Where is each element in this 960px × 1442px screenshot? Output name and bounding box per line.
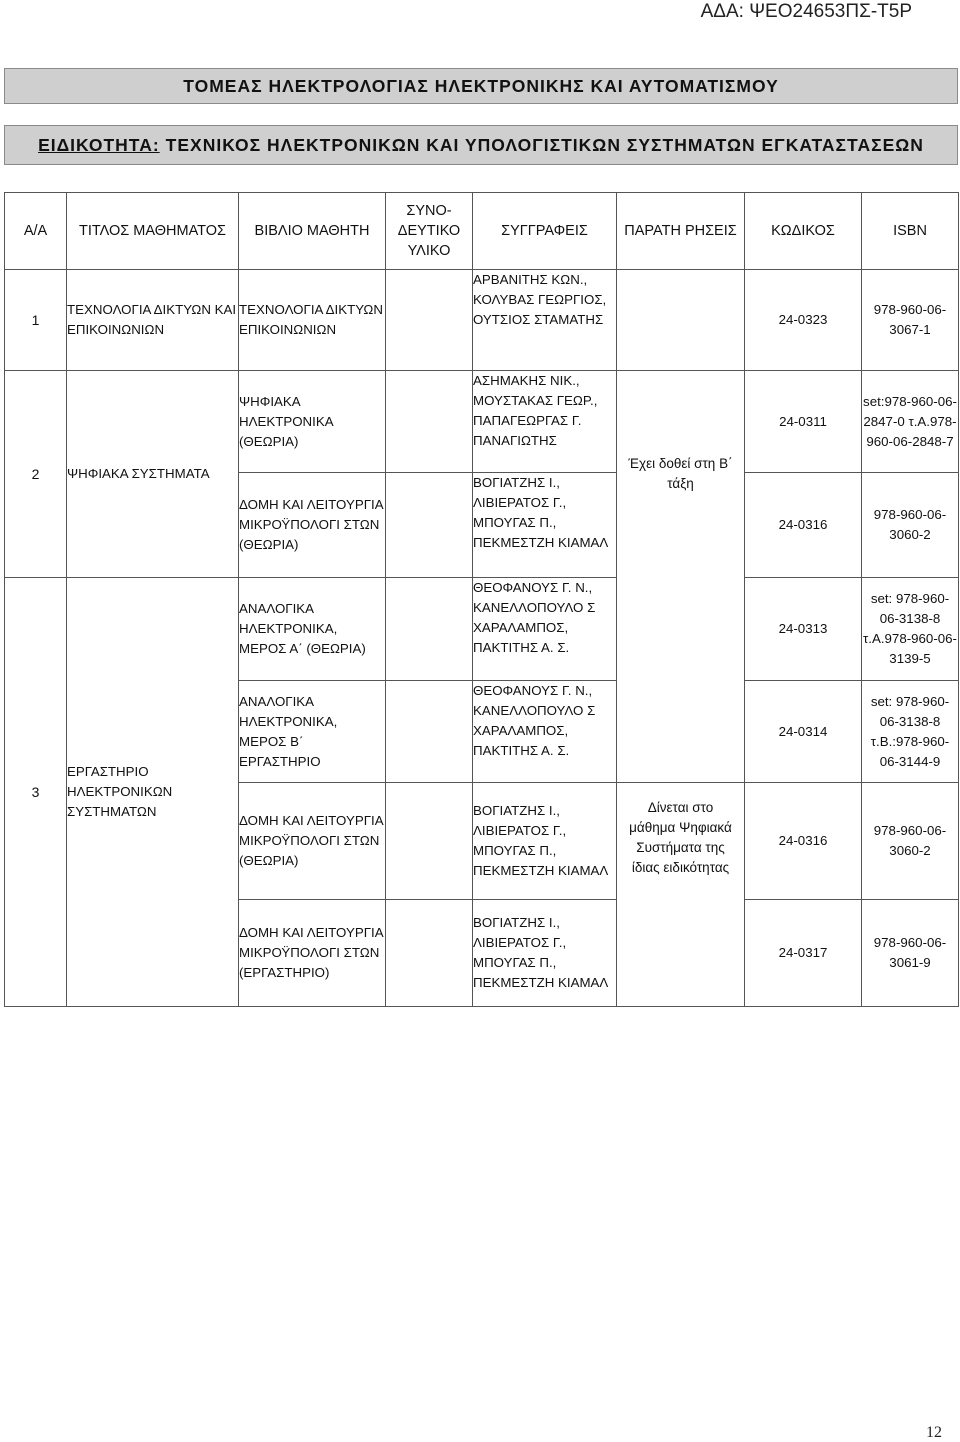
header-code: ΚΩΔΙΚΟΣ <box>745 193 862 270</box>
course-title: ΤΕΧΝΟΛΟΓΙΑ ΔΙΚΤΥΩΝ ΚΑΙ ΕΠΙΚΟΙΝΩΝΙΩΝ <box>67 270 239 371</box>
course-number: 2 <box>5 371 67 578</box>
course-number: 3 <box>5 578 67 1007</box>
notes-given-in-digital-systems <box>617 783 745 1007</box>
isbn: set: 978-960-06-3138-8 τ.Α.978-960-06-3139-5 <box>862 578 959 681</box>
supplementary-material <box>386 783 473 900</box>
authors: ΘΕΟΦΑΝΟΥΣ Γ. Ν., ΚΑΝΕΛΛΟΠΟΥΛΟ Σ ΧΑΡΑΛΑΜΠΟΣ, ΠΑΚΤΙΤΗΣ Α. Σ. <box>473 578 617 681</box>
header-notes: ΠΑΡΑΤΗ ΡΗΣΕΙΣ <box>617 193 745 270</box>
specialty-banner <box>4 125 958 165</box>
book-title: ΔΟΜΗ ΚΑΙ ΛΕΙΤΟΥΡΓΙΑ ΜΙΚΡΟΫΠΟΛΟΓΙ ΣΤΩΝ (ΘΕΩΡΙΑ) <box>239 783 386 900</box>
supplementary-material <box>386 371 473 473</box>
specialty-label: ΕΙΔΙΚΟΤΗΤΑ: <box>38 134 160 155</box>
book-code: 24-0311 <box>745 371 862 473</box>
header-course-title: ΤΙΤΛΟΣ ΜΑΘΗΜΑΤΟΣ <box>67 193 239 270</box>
authors: ΒΟΓΙΑΤΖΗΣ Ι., ΛΙΒΙΕΡΑΤΟΣ Γ., ΜΠΟΥΓΑΣ Π., ΠΕΚΜΕΣΤΖΗ ΚΙΑΜΑΛ <box>473 900 617 1007</box>
book-title: ΨΗΦΙΑΚΑ ΗΛΕΚΤΡΟΝΙΚΑ (ΘΕΩΡΙΑ) <box>239 371 386 473</box>
notes-cell <box>617 270 745 371</box>
header-authors: ΣΥΓΓΡΑΦΕΙΣ <box>473 193 617 270</box>
course-title: ΕΡΓΑΣΤΗΡΙΟ ΗΛΕΚΤΡΟΝΙΚΩΝ ΣΥΣΤΗΜΑΤΩΝ <box>67 578 239 1007</box>
course-number: 1 <box>5 270 67 371</box>
supplementary-material <box>386 681 473 783</box>
specialty-value: ΤΕΧΝΙΚΟΣ ΗΛΕΚΤΡΟΝΙΚΩΝ ΚΑΙ ΥΠΟΛΟΓΙΣΤΙΚΩΝ ΣΥΣΤΗΜΑΤΩΝ ΕΓΚΑΤΑΣΤΑΣΕΩΝ <box>165 134 924 155</box>
notes-text: Δίνεται στο μάθημα Ψηφιακά Συστήματα της ίδιας ειδικότητας <box>629 799 732 875</box>
book-title: ΔΟΜΗ ΚΑΙ ΛΕΙΤΟΥΡΓΙΑ ΜΙΚΡΟΫΠΟΛΟΓΙ ΣΤΩΝ (ΘΕΩΡΙΑ) <box>239 473 386 578</box>
authors: ΑΣΗΜΑΚΗΣ ΝΙΚ., ΜΟΥΣΤΑΚΑΣ ΓΕΩΡ., ΠΑΠΑΓΕΩΡΓΑΣ Γ. ΠΑΝΑΓΙΩΤΗΣ <box>473 371 617 473</box>
notes-given-in-b-class <box>617 371 745 783</box>
header-aa: Α/Α <box>5 193 67 270</box>
book-title: ΔΟΜΗ ΚΑΙ ΛΕΙΤΟΥΡΓΙΑ ΜΙΚΡΟΫΠΟΛΟΓΙ ΣΤΩΝ (ΕΡΓΑΣΤΗΡΙΟ) <box>239 900 386 1007</box>
sector-title-text: ΤΟΜΕΑΣ ΗΛΕΚΤΡΟΛΟΓΙΑΣ ΗΛΕΚΤΡΟΝΙΚΗΣ ΚΑΙ ΑΥΤΟΜΑΤΙΣΜΟΥ <box>183 75 779 96</box>
header-isbn: ISBN <box>862 193 959 270</box>
header-student-book: ΒΙΒΛΙΟ ΜΑΘΗΤΗ <box>239 193 386 270</box>
book-code: 24-0313 <box>745 578 862 681</box>
books-table <box>4 192 959 1007</box>
supplementary-material <box>386 900 473 1007</box>
table-header-row <box>5 193 959 270</box>
sector-title <box>4 68 958 104</box>
course-title: ΨΗΦΙΑΚΑ ΣΥΣΤΗΜΑΤΑ <box>67 371 239 578</box>
book-code: 24-0314 <box>745 681 862 783</box>
isbn: 978-960-06-3067-1 <box>862 270 959 371</box>
isbn: set: 978-960-06-3138-8 τ.Β.:978-960-06-3144-9 <box>862 681 959 783</box>
supplementary-material <box>386 270 473 371</box>
ada-code: ΑΔΑ: ΨΕΟ24653ΠΣ-Τ5Ρ <box>700 1 912 22</box>
book-title: ΑΝΑΛΟΓΙΚΑ ΗΛΕΚΤΡΟΝΙΚΑ, ΜΕΡΟΣ Β΄ ΕΡΓΑΣΤΗΡΙΟ <box>239 681 386 783</box>
authors: ΑΡΒΑΝΙΤΗΣ ΚΩΝ., ΚΟΛΥΒΑΣ ΓΕΩΡΓΙΟΣ, ΟΥΤΣΙΟΣ ΣΤΑΜΑΤΗΣ <box>473 270 617 371</box>
book-code: 24-0323 <box>745 270 862 371</box>
book-title: ΑΝΑΛΟΓΙΚΑ ΗΛΕΚΤΡΟΝΙΚΑ, ΜΕΡΟΣ Α΄ (ΘΕΩΡΙΑ) <box>239 578 386 681</box>
book-code: 24-0316 <box>745 783 862 900</box>
isbn: 978-960-06-3060-2 <box>862 473 959 578</box>
table-row <box>5 270 959 371</box>
table-row <box>5 371 959 473</box>
authors: ΒΟΓΙΑΤΖΗΣ Ι., ΛΙΒΙΕΡΑΤΟΣ Γ., ΜΠΟΥΓΑΣ Π., ΠΕΚΜΕΣΤΖΗ ΚΙΑΜΑΛ <box>473 473 617 578</box>
notes-text: Έχει δοθεί στη Β΄ τάξη <box>628 455 733 491</box>
isbn: 978-960-06-3060-2 <box>862 783 959 900</box>
table-row <box>5 578 959 681</box>
page-number: 12 <box>926 1424 942 1441</box>
book-title: ΤΕΧΝΟΛΟΓΙΑ ΔΙΚΤΥΩΝ ΕΠΙΚΟΙΝΩΝΙΩΝ <box>239 270 386 371</box>
isbn: 978-960-06-3061-9 <box>862 900 959 1007</box>
supplementary-material <box>386 473 473 578</box>
authors: ΘΕΟΦΑΝΟΥΣ Γ. Ν., ΚΑΝΕΛΛΟΠΟΥΛΟ Σ ΧΑΡΑΛΑΜΠΟΣ, ΠΑΚΤΙΤΗΣ Α. Σ. <box>473 681 617 783</box>
book-code: 24-0316 <box>745 473 862 578</box>
supplementary-material <box>386 578 473 681</box>
book-code: 24-0317 <box>745 900 862 1007</box>
authors: ΒΟΓΙΑΤΖΗΣ Ι., ΛΙΒΙΕΡΑΤΟΣ Γ., ΜΠΟΥΓΑΣ Π., ΠΕΚΜΕΣΤΖΗ ΚΙΑΜΑΛ <box>473 783 617 900</box>
isbn: set:978-960-06-2847-0 τ.Α.978-960-06-2848-7 <box>862 371 959 473</box>
header-supplementary: ΣΥΝΟ-ΔΕΥΤΙΚΟ ΥΛΙΚΟ <box>386 193 473 270</box>
